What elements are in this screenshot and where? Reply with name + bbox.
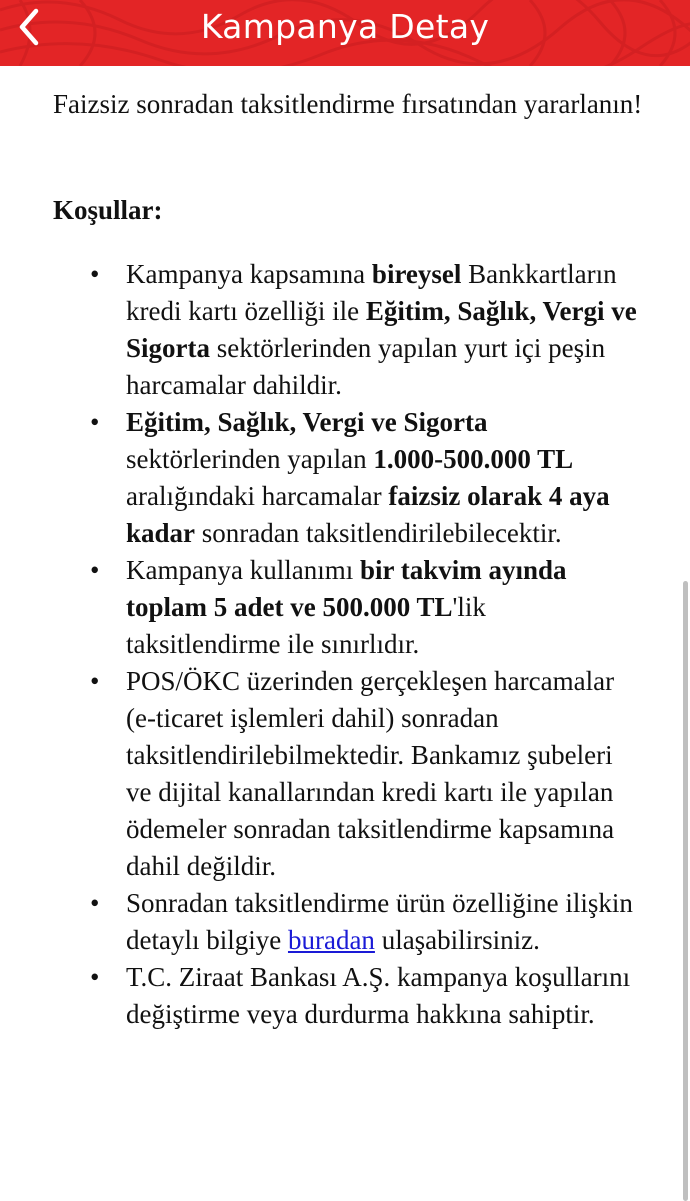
scrollbar[interactable] bbox=[683, 581, 688, 1201]
intro-text: Faizsiz sonradan taksitlendirme fırsatından yararlanın! bbox=[53, 89, 643, 119]
list-item: • Eğitim, Sağlık, Vergi ve Sigorta sektörlerinden yapılan 1.000-500.000 TL aralığındaki harcamalar faizsiz olarak 4 aya kadar sonradan taksitlendirilebilecektir. bbox=[53, 404, 643, 552]
list-item: • Sonradan taksitlendirme ürün özelliğine ilişkin detaylı bilgiye buradan ulaşabilirsiniz. bbox=[53, 885, 643, 959]
campaign-detail-content[interactable] bbox=[0, 66, 690, 1200]
conditions-heading: Koşullar: bbox=[53, 195, 163, 225]
conditions-list bbox=[53, 256, 643, 1033]
bullet-icon: • bbox=[90, 259, 100, 289]
list-item: • Kampanya kapsamına bireysel Bankkartların kredi kartı özelliği ile Eğitim, Sağlık, Vergi ve Sigorta sektörlerinden yapılan yurt içi peşin harcamalar dahildir. bbox=[53, 256, 643, 404]
list-item: • POS/ÖKC üzerinden gerçekleşen harcamalar (e-ticaret işlemleri dahil) sonradan taksitlendirilebilmektedir. Bankamız şubeleri ve dijital kanallarından kredi kartı ile yapılan ödemeler sonradan taksitlendirme kapsamına dahil değildir. bbox=[53, 663, 643, 885]
bullet-icon: • bbox=[90, 407, 100, 437]
details-link[interactable]: buradan bbox=[287, 925, 375, 955]
bullet-icon: • bbox=[90, 888, 100, 918]
bullet-icon: • bbox=[90, 962, 100, 992]
page-title: Kampanya Detay bbox=[200, 7, 490, 46]
list-item: • Kampanya kullanımı bir takvim ayında toplam 5 adet ve 500.000 TL'lik taksitlendirme ile sınırlıdır. bbox=[53, 552, 643, 663]
list-item: • T.C. Ziraat Bankası A.Ş. kampanya koşullarını değiştirme veya durdurma hakkına sahiptir. bbox=[53, 959, 643, 1033]
app-header bbox=[0, 0, 690, 66]
bullet-icon: • bbox=[90, 555, 100, 585]
bullet-icon: • bbox=[90, 666, 100, 696]
